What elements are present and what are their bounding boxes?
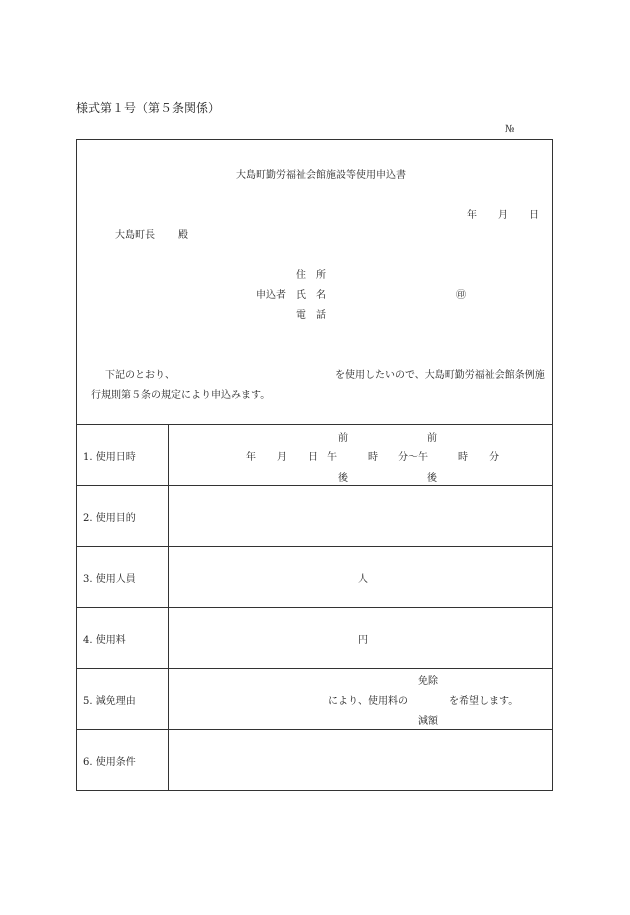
end-minute-field[interactable]: 分 [489, 452, 499, 463]
reduction-option[interactable]: 減額 [418, 716, 438, 727]
row-label-usage-purpose: 2. 使用目的 [83, 513, 136, 524]
phone-label: 電 話 [296, 310, 326, 321]
pm-1: 後 [338, 473, 348, 484]
meridiem-1: 午 [327, 452, 337, 463]
reduction-text-a: により、使用料の [328, 696, 408, 707]
body-text-line1a: 下記のとおり、 [105, 370, 175, 381]
name-label: 氏 名 [296, 290, 326, 301]
divider [77, 424, 552, 425]
row-label-usage-conditions: 6. 使用条件 [83, 757, 136, 768]
usage-purpose-field[interactable] [169, 486, 551, 545]
address-label: 住 所 [296, 270, 326, 281]
application-form [76, 139, 553, 791]
divider [77, 668, 552, 669]
pm-2: 後 [427, 473, 437, 484]
divider [77, 607, 552, 608]
date-day-field[interactable]: 日 [529, 210, 539, 221]
row-label-reduction-reason: 5. 減免理由 [83, 696, 136, 707]
people-unit: 人 [358, 574, 368, 585]
seal-mark: ㊞ [456, 290, 466, 301]
row-label-usage-count: 3. 使用人員 [83, 574, 136, 585]
form-id-label: 様式第１号（第５条関係） [76, 101, 221, 115]
form-header-block [77, 140, 552, 424]
usage-conditions-field[interactable] [169, 730, 551, 790]
am-2: 前 [427, 433, 437, 444]
form-title: 大島町勤労福祉会館施設等使用申込書 [236, 170, 406, 181]
exemption-option[interactable]: 免除 [418, 676, 438, 687]
addressee: 大島町長 [115, 230, 155, 241]
usage-month-field[interactable]: 月 [277, 452, 287, 463]
start-minute-range[interactable]: 分～午 [398, 452, 428, 463]
end-hour-field[interactable]: 時 [458, 452, 468, 463]
reduction-text-b: を希望します。 [449, 696, 519, 707]
usage-year-field[interactable]: 年 [246, 452, 256, 463]
honorific: 殿 [178, 230, 188, 241]
body-text-line1b: を使用したいので、大島町勤労福祉会館条例施 [335, 370, 545, 381]
usage-day-field[interactable]: 日 [308, 452, 318, 463]
divider [77, 546, 552, 547]
yen-unit: 円 [358, 635, 368, 646]
am-1: 前 [338, 433, 348, 444]
date-month-field[interactable]: 月 [498, 210, 508, 221]
body-text-line2: 行規則第５条の規定により申込みます。 [91, 390, 271, 401]
applicant-label: 申込者 [256, 290, 286, 301]
date-year-field[interactable]: 年 [467, 210, 477, 221]
start-hour-field[interactable]: 時 [368, 452, 378, 463]
row-label-usage-fee: 4. 使用料 [83, 635, 126, 646]
number-label: № [505, 124, 515, 135]
row-label-usage-datetime: 1. 使用日時 [83, 452, 136, 463]
